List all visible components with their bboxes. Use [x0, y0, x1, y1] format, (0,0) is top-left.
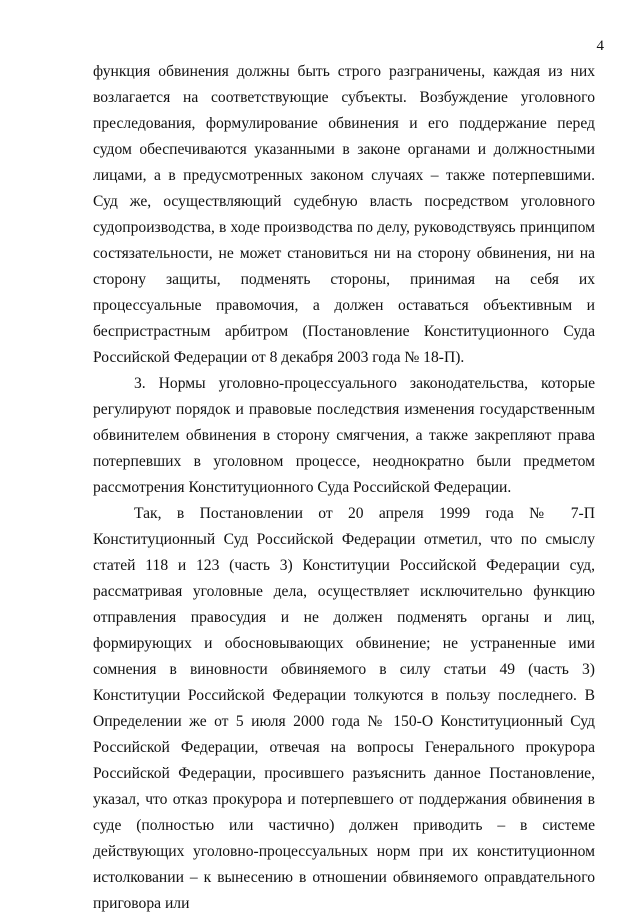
page-number: 4	[596, 38, 604, 54]
document-body	[93, 59, 595, 917]
paragraph-continuation: функция обвинения должны быть строго разграничены, каждая из них возлагается на соответствующие субъекты. Возбуждение уголовного преследования, формулирование обвинения и его поддержание перед судом обеспечиваются указанными в законе органами и должностными лицами, а в предусмотренных законом случаях – также потерпевшими. Суд же, осуществляющий судебную власть посредством уголовного судопроизводства, в ходе производства по делу, руководствуясь принципом состязательности, не может становиться ни на сторону обвинения, ни на сторону защиты, подменять стороны, принимая на себя их процессуальные правомочия, а должен оставаться объективным и беспристрастным арбитром (Постановление Конституционного Суда Российской Федерации от 8 декабря 2003 года № 18-П).	[93, 63, 595, 366]
paragraph-item-3: 3. Нормы уголовно-процессуального законодательства, которые регулируют порядок и правовые последствия изменения государственным обвинителем обвинения в сторону смягчения, а также закрепляют права потерпевших в уголовном процессе, неоднократно были предметом рассмотрения Конституционного Суда Российской Федерации.	[93, 375, 595, 496]
paragraph-court-rulings: Так, в Постановлении от 20 апреля 1999 года № 7-П Конституционный Суд Российской Федерации отметил, что по смыслу статей 118 и 123 (часть 3) Конституции Российской Федерации суд, рассматривая уголовные дела, осуществляет исключительно функцию отправления правосудия и не должен подменять органы и лиц, формирующих и обосновывающих обвинение; не устраненные ими сомнения в виновности обвиняемого в силу статьи 49 (часть 3) Конституции Российской Федерации толкуются в пользу последнего. В Определении же от 5 июля 2000 года № 150-О Конституционный Суд Российской Федерации, отвечая на вопросы Генерального прокурора Российской Федерации, просившего разъяснить данное Постановление, указал, что отказ прокурора и потерпевшего от поддержания обвинения в суде (полностью или частично) должен приводить – в системе действующих уголовно-процессуальных норм при их конституционном истолковании – к вынесению в отношении обвиняемого оправдательного приговора или	[93, 505, 595, 912]
